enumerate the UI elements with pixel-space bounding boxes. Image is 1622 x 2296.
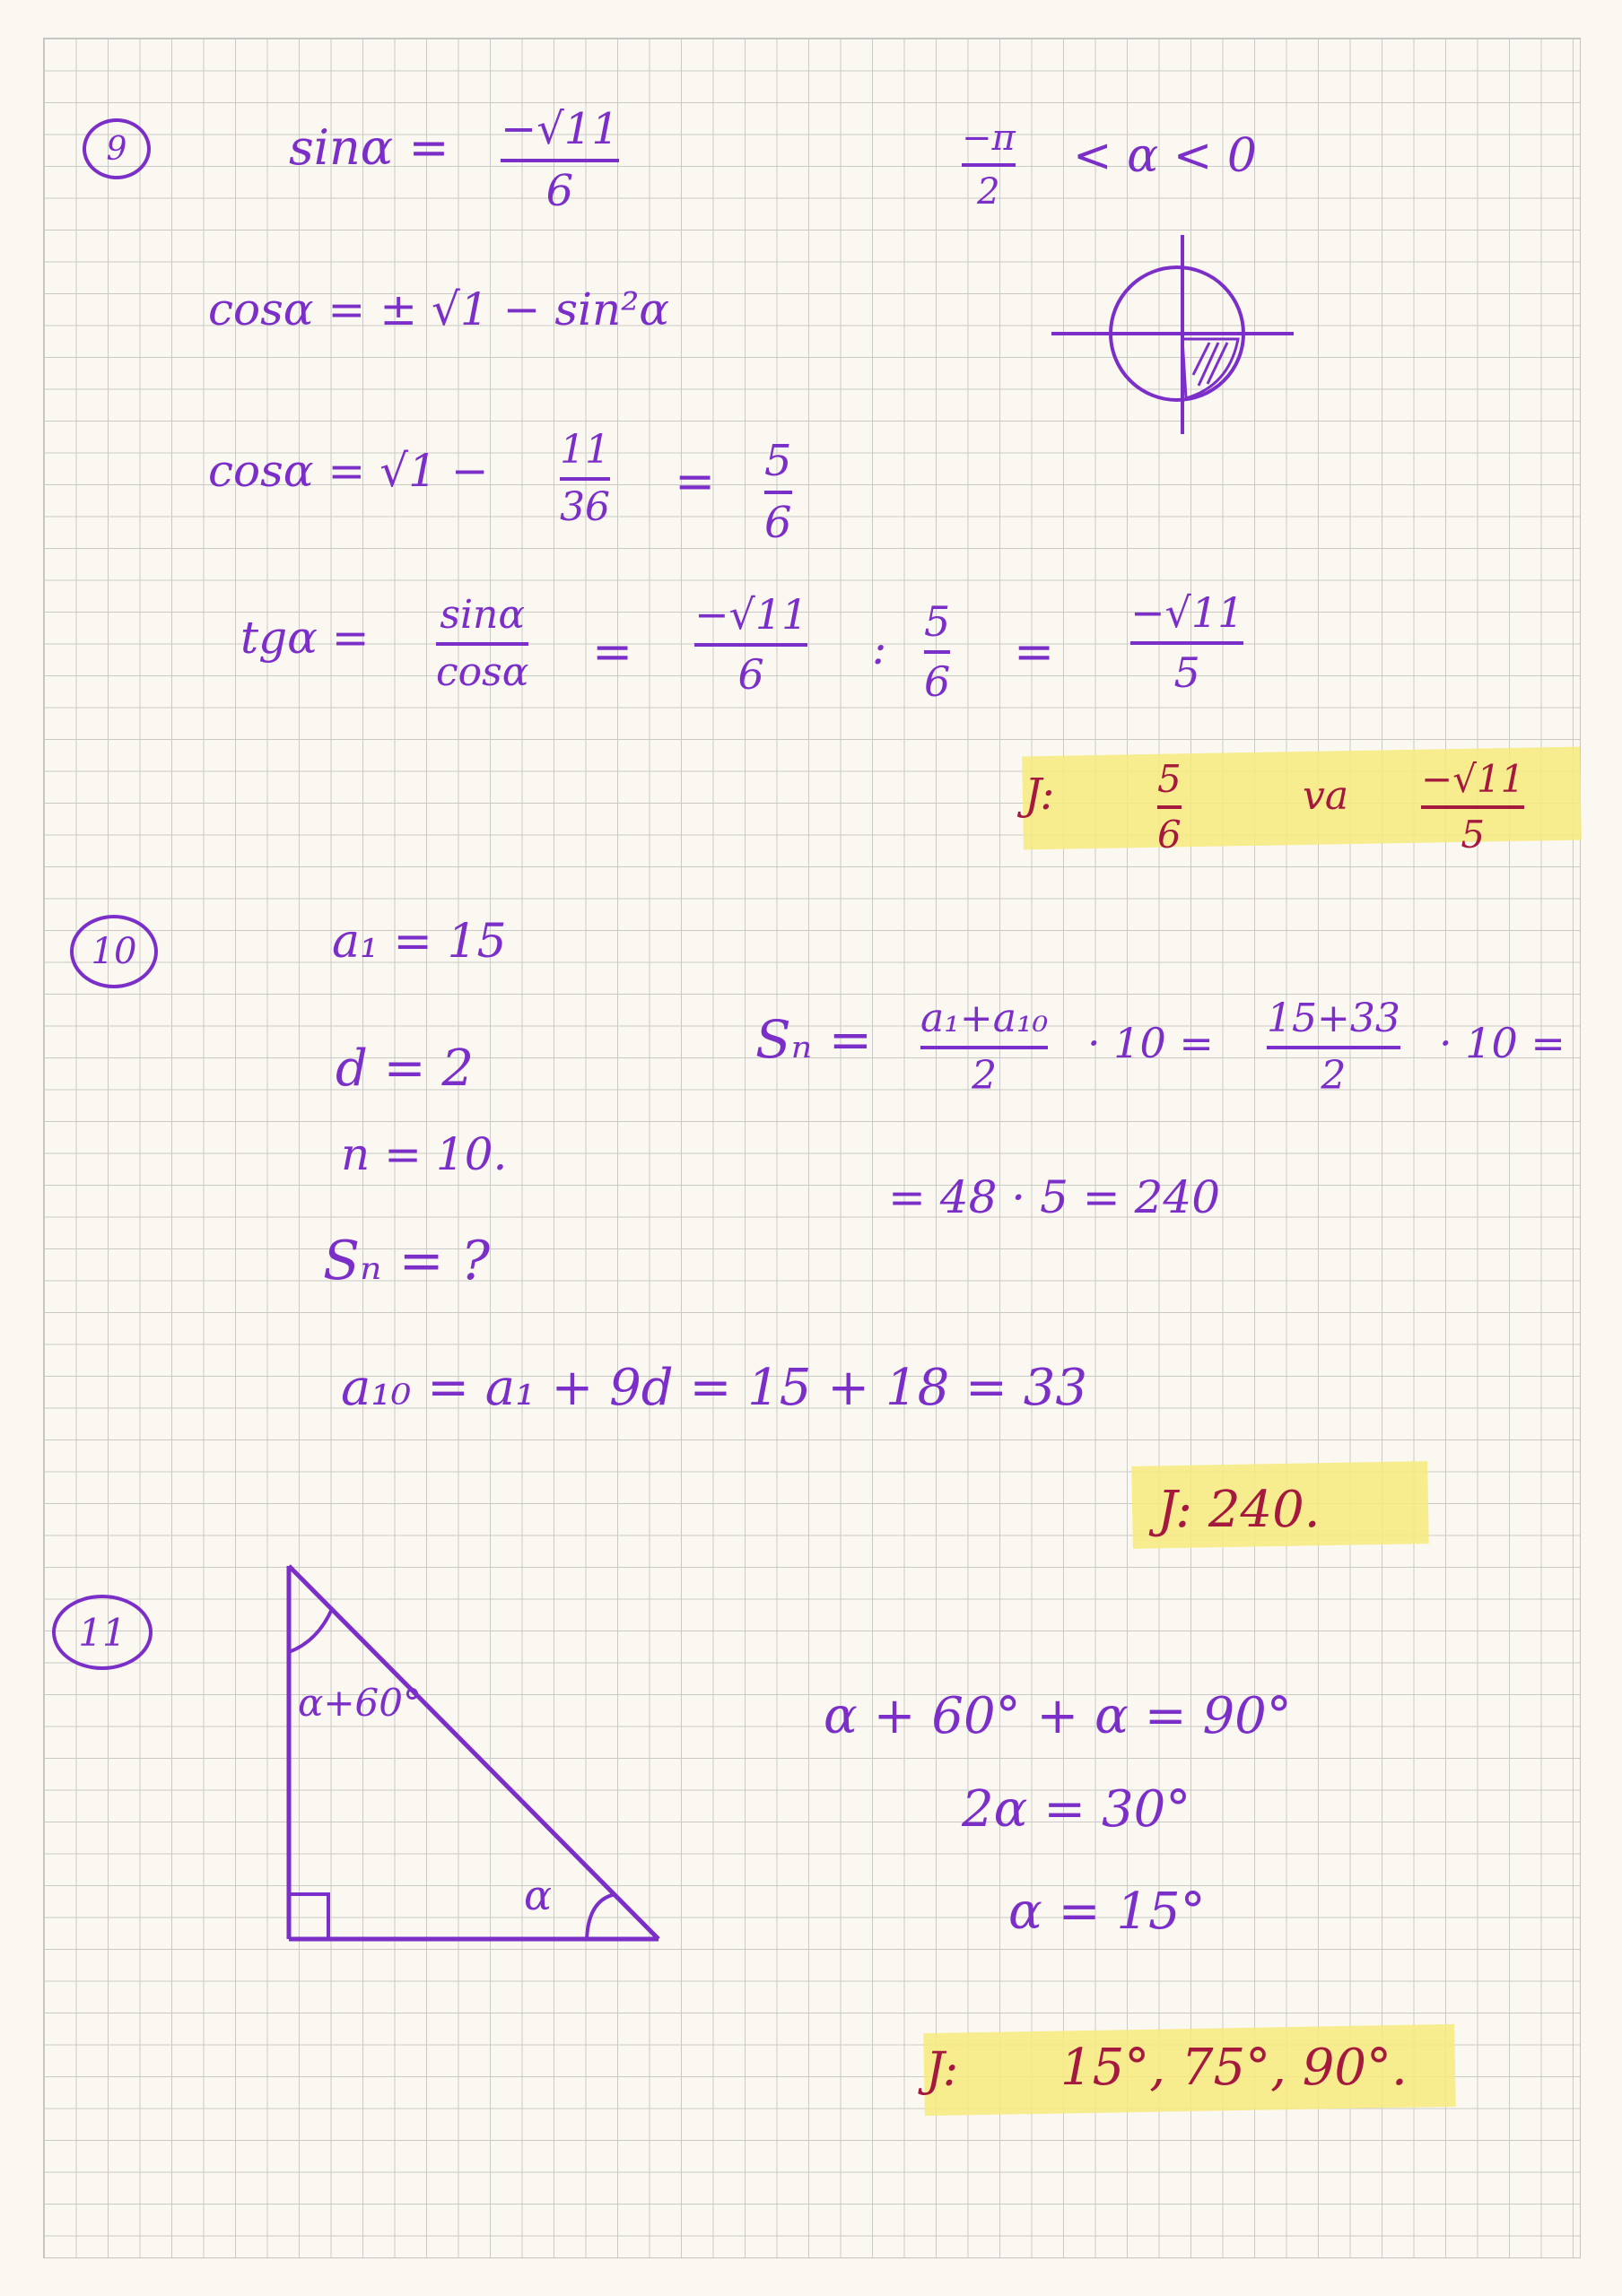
sn-formula-lhs: Sₙ = [755, 1009, 873, 1070]
sn-formula-mid: · 10 = [1087, 1019, 1214, 1067]
sn-formula-tail: · 10 = [1439, 1019, 1565, 1067]
cos-result-numerator: 5 [764, 436, 792, 486]
sin-lhs: sinα = [289, 119, 449, 176]
sin-denominator: 6 [545, 165, 574, 216]
tg-sin-value-denominator: 6 [737, 649, 764, 699]
given-a1: a₁ = 15 [332, 915, 507, 969]
cos-inner-denominator: 36 [560, 484, 610, 531]
sn-substituted-denominator: 2 [1321, 1053, 1347, 1100]
tg-cos-value-denominator: 6 [924, 657, 951, 706]
answer-9-tg-denominator: 5 [1461, 813, 1486, 857]
sn-formula-numerator: a₁+a₁₀ [920, 996, 1049, 1041]
answer-9-label: J: [1025, 770, 1055, 820]
given-sn: Sₙ = ? [323, 1230, 491, 1292]
answer-9-cos-denominator: 6 [1157, 813, 1182, 857]
tg-def-denominator: cosα [436, 649, 529, 696]
tg-result-numerator: −√11 [1130, 588, 1244, 637]
answer-11-values: 15°, 75°, 90°. [1060, 2039, 1408, 2097]
answer-9-cos-numerator: 5 [1157, 757, 1182, 801]
sn-substituted-numerator: 15+33 [1267, 996, 1400, 1041]
triangle-angle-bottom-label: α [524, 1871, 553, 1919]
answer-11-label: J: [926, 2043, 959, 2097]
cos-equals: = [675, 453, 716, 509]
tg-equals-1: = [592, 623, 633, 680]
tg-def-numerator: sinα [440, 592, 526, 638]
problem-number-11: 11 [52, 1595, 153, 1670]
range-numerator: −π [962, 117, 1016, 159]
angle-equation-3: α = 15° [1008, 1883, 1206, 1941]
cos-result-denominator: 6 [764, 497, 792, 548]
tg-cos-value-numerator: 5 [924, 597, 951, 646]
range-denominator: 2 [977, 171, 1000, 213]
given-d: d = 2 [336, 1039, 474, 1098]
cos-inner-numerator: 11 [560, 427, 610, 473]
answer-9-tg-numerator: −√11 [1421, 757, 1525, 801]
sin-numerator: −√11 [501, 104, 619, 154]
angle-equation-1: α + 60° + α = 90° [824, 1687, 1292, 1745]
cos-general-formula: cosα = ± √1 − sin²α [208, 283, 670, 335]
triangle-angle-top-label: α+60° [298, 1681, 422, 1725]
tg-divide: : [872, 624, 887, 674]
angle-equation-2: 2α = 30° [962, 1780, 1191, 1839]
cos-compute-lhs: cosα = √1 − [208, 445, 489, 497]
tg-result-denominator: 5 [1173, 648, 1200, 697]
sn-result-line: = 48 · 5 = 240 [888, 1171, 1221, 1223]
answer-9-separator: va [1303, 773, 1349, 819]
sn-formula-denominator: 2 [972, 1053, 998, 1100]
tg-lhs: tgα = [240, 612, 370, 664]
tg-sin-value-numerator: −√11 [694, 590, 808, 639]
answer-10: J: 240. [1157, 1481, 1321, 1539]
a10-computation: a₁₀ = a₁ + 9d = 15 + 18 = 33 [341, 1359, 1087, 1417]
given-n: n = 10. [341, 1128, 508, 1180]
problem-number-9: 9 [83, 118, 151, 179]
range-text: < α < 0 [1073, 129, 1257, 183]
problem-number-10: 10 [70, 915, 158, 988]
tg-equals-2: = [1014, 623, 1055, 680]
